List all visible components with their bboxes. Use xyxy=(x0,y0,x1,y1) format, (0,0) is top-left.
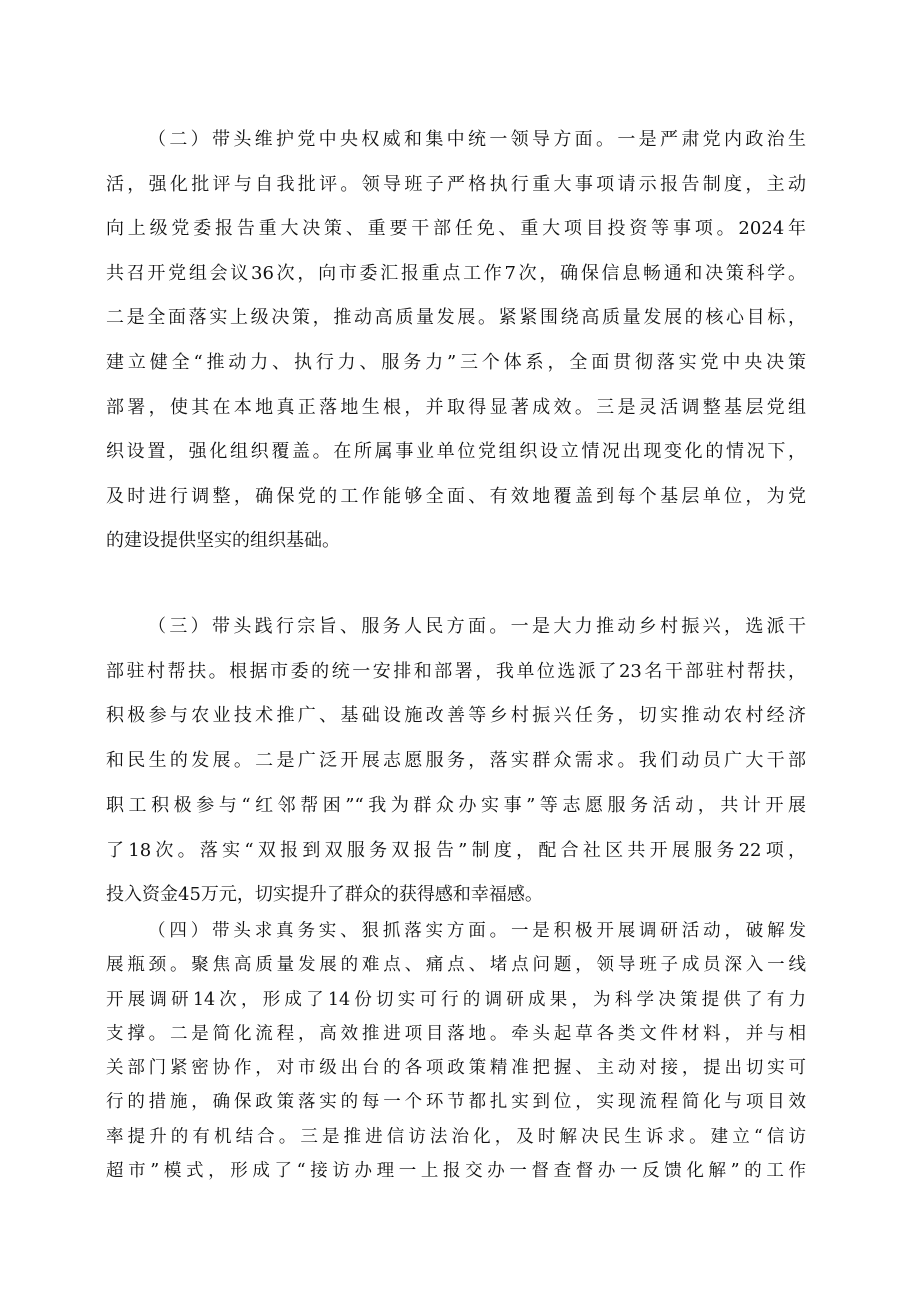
text-line: 率提升的有机结合。三是推进信访法治化，及时解决民生诉求。建立“信访 xyxy=(106,1126,806,1147)
text-line: 织设置，强化组织覆盖。在所属事业单位党组织设立情况出现变化的情况下， xyxy=(106,441,806,463)
text-line: （四）带头求真务实、狠抓落实方面。一是积极开展调研活动，破解发 xyxy=(148,921,806,941)
paragraph-serve-people xyxy=(106,605,806,918)
text-line: 共召开党组会议36次，向市委汇报重点工作7次，确保信息畅通和决策科学。 xyxy=(106,262,806,284)
text-line: 部驻村帮扶。根据市委的统一安排和部署，我单位选派了23名干部驻村帮扶， xyxy=(106,660,806,682)
text-line: 关部门紧密协作，对市级出台的各项政策精准把握、主动对接，提出切实可 xyxy=(106,1058,806,1079)
text-line: （二）带头维护党中央权威和集中统一领导方面。一是严肃党内政治生 xyxy=(148,129,806,150)
text-line: 部署，使其在本地真正落地生根，并取得显著成效。三是灵活调整基层党组 xyxy=(106,396,806,418)
text-line: 和民生的发展。二是广泛开展志愿服务，落实群众需求。我们动员广大干部 xyxy=(106,750,806,772)
text-line: 积极参与农业技术推广、基础设施改善等乡村振兴任务，切实推动农村经济 xyxy=(106,705,806,727)
text-line: 行的措施，确保政策落实的每一个环节都扎实到位，实现流程简化与项目效 xyxy=(106,1092,806,1113)
text-line: 超市”模式，形成了“接访办理一上报交办一督查督办一反馈化解”的工作 xyxy=(106,1161,806,1182)
paragraph-practical-work xyxy=(106,914,806,1188)
text-line: 支撑。二是简化流程，高效推进项目落地。牵头起草各类文件材料，并与相 xyxy=(106,1023,806,1044)
text-line: 了18次。落实“双报到双服务双报告”制度，配合社区共开展服务22项， xyxy=(106,839,806,861)
text-line: （三）带头践行宗旨、服务人民方面。一是大力推动乡村振兴，选派干 xyxy=(148,616,806,637)
text-line: 及时进行调整，确保党的工作能够全面、有效地覆盖到每个基层单位，为党 xyxy=(106,485,806,507)
text-line: 二是全面落实上级决策，推动高质量发展。紧紧围绕高质量发展的核心目标， xyxy=(106,307,806,329)
text-line: 建立健全“推动力、执行力、服务力”三个体系，全面贯彻落实党中央决策 xyxy=(106,351,806,373)
text-line: 活，强化批评与自我批评。领导班子严格执行重大事项请示报告制度，主动 xyxy=(106,173,806,195)
text-line: 投入资金45万元，切实提升了群众的获得感和幸福感。 xyxy=(106,884,543,906)
text-line: 的建设提供坚实的组织基础。 xyxy=(106,530,340,552)
text-line: 展瓶颈。聚焦高质量发展的难点、痛点、堵点问题，领导班子成员深入一线 xyxy=(106,955,806,976)
text-line: 职工积极参与“红邻帮困”“我为群众办实事”等志愿服务活动，共计开展 xyxy=(106,794,806,816)
text-line: 向上级党委报告重大决策、重要干部任免、重大项目投资等事项。2024年 xyxy=(106,218,806,240)
paragraph-leadership-authority xyxy=(106,118,806,564)
text-line: 开展调研14次，形成了14份切实可行的调研成果，为科学决策提供了有力 xyxy=(106,989,806,1010)
